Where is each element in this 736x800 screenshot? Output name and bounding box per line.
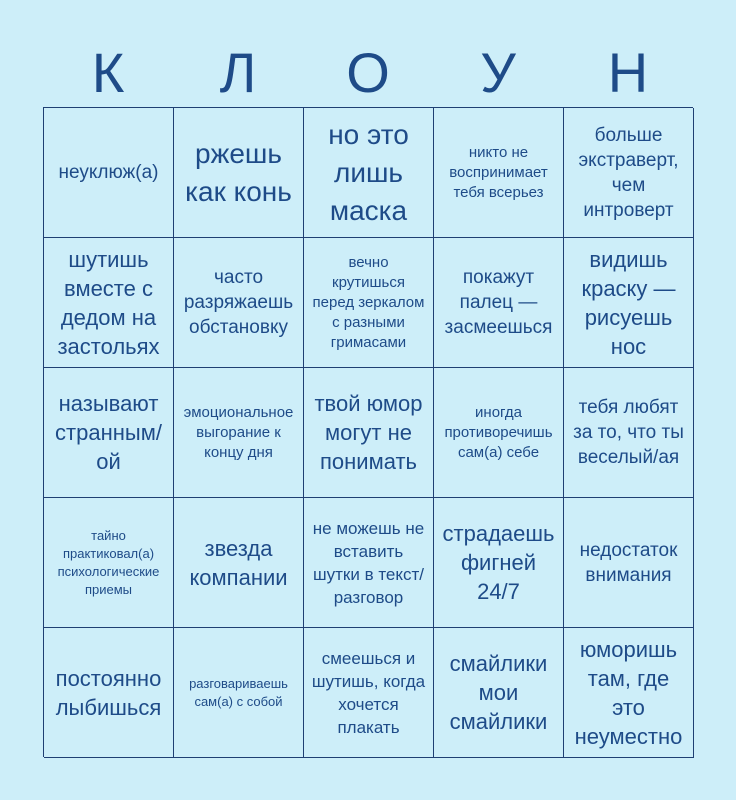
bingo-cell[interactable] xyxy=(434,498,564,628)
bingo-cell[interactable] xyxy=(44,108,174,238)
cell-text: вечно крутишься перед зеркалом с разными гримасами xyxy=(312,253,425,351)
bingo-cell[interactable] xyxy=(564,628,694,758)
bingo-cell[interactable] xyxy=(304,628,434,758)
bingo-cell[interactable] xyxy=(564,368,694,498)
bingo-cell[interactable] xyxy=(44,498,174,628)
bingo-cell[interactable] xyxy=(174,108,304,238)
cell-text: не можешь не вставить шутки в текст/разговор xyxy=(312,518,425,607)
bingo-cell[interactable] xyxy=(174,238,304,368)
cell-text: неуклюж(а) xyxy=(58,162,159,183)
bingo-board xyxy=(43,107,693,757)
cell-text: иногда противоречишь сам(а) себе xyxy=(444,403,553,461)
bingo-cell[interactable] xyxy=(174,368,304,498)
bingo-cell[interactable] xyxy=(44,238,174,368)
bingo-cell[interactable] xyxy=(44,628,174,758)
cell-text: твой юмор могут не понимать xyxy=(314,391,423,474)
cell-text: никто не воспринимает тебя всерьез xyxy=(449,143,548,201)
cell-text: разговариваешь сам(а) с собой xyxy=(189,675,288,709)
cell-text: больше экстраверт, чем интроверт xyxy=(578,124,679,221)
bingo-cell[interactable] xyxy=(44,368,174,498)
header-letter-1: К xyxy=(91,41,125,104)
bingo-cell[interactable] xyxy=(434,108,564,238)
bingo-cell[interactable] xyxy=(564,498,694,628)
header-letter-2: Л xyxy=(219,41,257,104)
bingo-cell[interactable] xyxy=(564,238,694,368)
cell-text: юморишь там, где это неуместно xyxy=(574,636,683,749)
bingo-cell[interactable] xyxy=(304,498,434,628)
cell-text: покажут палец — засмеешься xyxy=(444,267,553,338)
bingo-cell[interactable] xyxy=(304,108,434,238)
bingo-cell[interactable] xyxy=(434,238,564,368)
bingo-cell[interactable] xyxy=(304,238,434,368)
bingo-cell[interactable] xyxy=(174,498,304,628)
cell-text: тайно практиковал(а) психологические приемы xyxy=(57,527,160,597)
cell-text: эмоциональное выгорание к концу дня xyxy=(183,403,294,461)
bingo-header xyxy=(43,40,693,106)
cell-text: тебя любят за то, что ты веселый/ая xyxy=(573,397,684,468)
bingo-cell[interactable] xyxy=(174,628,304,758)
header-letter-3: О xyxy=(346,41,390,104)
header-letter-5: Н xyxy=(607,41,649,104)
cell-text: но это лишь маска xyxy=(328,118,409,226)
cell-text: смеешься и шутишь, когда хочется плакать xyxy=(311,648,426,737)
header-letter-4: У xyxy=(480,41,516,104)
cell-text: постоянно лыбишься xyxy=(55,665,162,720)
cell-text: звезда компании xyxy=(189,535,288,590)
cell-text: видишь краску — рисуешь нос xyxy=(581,246,676,359)
cell-text: смайлики мои смайлики xyxy=(449,651,548,734)
bingo-cell[interactable] xyxy=(434,628,564,758)
bingo-cell[interactable] xyxy=(564,108,694,238)
bingo-cell[interactable] xyxy=(434,368,564,498)
cell-text: недостаток внимания xyxy=(579,539,678,586)
cell-text: ржешь как конь xyxy=(185,137,292,207)
cell-text: страдаешь фигней 24/7 xyxy=(442,521,555,604)
cell-text: часто разряжаешь обстановку xyxy=(183,267,294,338)
bingo-cell[interactable] xyxy=(304,368,434,498)
cell-text: называют странным/ой xyxy=(55,391,162,474)
cell-text: шутишь вместе с дедом на застольях xyxy=(57,246,160,359)
